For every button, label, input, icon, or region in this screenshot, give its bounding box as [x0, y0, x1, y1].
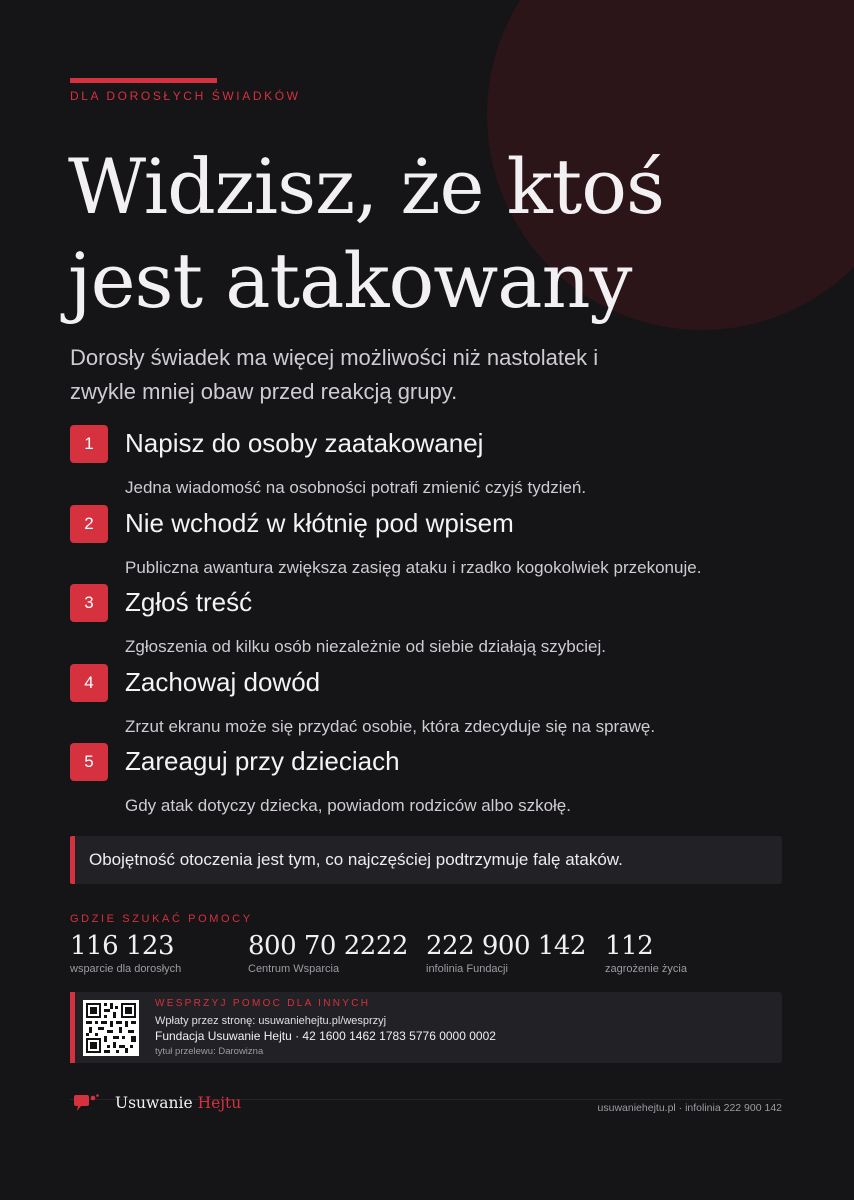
callout-accent-bar — [70, 836, 75, 884]
callout-text: Obojętność otoczenia jest tym, co najczęściej podtrzymuje falę ataków. — [89, 850, 623, 869]
step-title: Zareaguj przy dzieciach — [125, 746, 400, 776]
callout-quote — [70, 836, 782, 884]
contact-number: 800 70 2222 — [248, 931, 408, 961]
step-title: Napisz do osoby zaatakowanej — [125, 428, 484, 458]
intro-text — [70, 341, 710, 409]
brand-logo-text — [115, 1093, 241, 1113]
contact-label: zagrożenie życia — [605, 963, 687, 975]
donation-accent-bar — [70, 992, 75, 1063]
footer-contact[interactable]: usuwaniehejtu.pl · infolinia 222 900 142 — [597, 1102, 782, 1114]
page-title — [68, 140, 788, 328]
logo-word-accent: Hejtu — [197, 1094, 242, 1112]
contact-emergency[interactable] — [605, 930, 687, 976]
kicker-label: DLA DOROSŁYCH ŚWIADKÓW — [70, 89, 301, 103]
steps-list — [70, 424, 790, 822]
step-item-5 — [70, 742, 790, 822]
intro-line-1: Dorosły świadek ma więcej możliwości niż nastolatek i — [70, 345, 599, 370]
contact-label: infolinia Fundacji — [426, 963, 508, 975]
contact-number: 116 123 — [70, 931, 175, 961]
contact-label: Centrum Wsparcia — [248, 963, 340, 975]
contact-label: wsparcie dla dorosłych — [70, 963, 182, 975]
step-item-1 — [70, 424, 790, 504]
step-number-badge: 2 — [70, 505, 108, 543]
step-description: Zrzut ekranu może się przydać osobie, która zdecyduje się na sprawę. — [125, 716, 656, 736]
step-item-2 — [70, 504, 790, 584]
qr-code-icon[interactable] — [83, 1000, 139, 1056]
help-heading: GDZIE SZUKAĆ POMOCY — [70, 913, 253, 925]
step-number-badge: 4 — [70, 664, 108, 702]
title-line-2: jest atakowany — [68, 236, 632, 325]
contact-support-center[interactable] — [248, 930, 408, 976]
step-description: Jedna wiadomość na osobności potrafi zmienić czyjś tydzień. — [125, 478, 587, 497]
step-title: Zgłoś treść — [125, 587, 253, 617]
contact-foundation-hotline[interactable] — [426, 930, 586, 976]
donation-panel — [70, 992, 782, 1063]
step-number-badge: 5 — [70, 743, 108, 781]
step-number-badge: 3 — [70, 584, 108, 622]
speech-bubble-icon — [72, 1093, 100, 1117]
step-item-4 — [70, 663, 790, 743]
step-number-badge: 1 — [70, 425, 108, 463]
donation-heading: WESPRZYJ POMOC DLA INNYCH — [155, 998, 371, 1009]
contact-number: 112 — [605, 931, 654, 961]
logo-word-primary: Usuwanie — [115, 1094, 193, 1112]
donation-website[interactable]: Wpłaty przez stronę: usuwaniehejtu.pl/wesprzyj — [155, 1015, 387, 1027]
step-title: Nie wchodź w kłótnię pod wpisem — [125, 507, 514, 538]
contact-adult-support[interactable] — [70, 930, 181, 976]
step-description: Gdy atak dotyczy dziecka, powiadom rodziców albo szkołę. — [125, 796, 571, 815]
contact-number: 222 900 142 — [426, 931, 586, 961]
kicker-accent-bar — [70, 78, 217, 83]
step-description: Publiczna awantura zwiększa zasięg ataku i rzadko kogokolwiek przekonuje. — [125, 557, 702, 577]
step-title: Zachowaj dowód — [125, 666, 321, 697]
title-line-1: Widzisz, że ktoś — [68, 142, 664, 231]
intro-line-2: zwykle mniej obaw przed reakcją grupy. — [70, 379, 458, 404]
donation-transfer-title: tytuł przelewu: Darowizna — [155, 1046, 264, 1057]
step-item-3 — [70, 583, 790, 663]
donation-account: Fundacja Usuwanie Hejtu · 42 1600 1462 1783 5776 0000 0002 — [155, 1029, 496, 1043]
step-description: Zgłoszenia od kilku osób niezależnie od siebie działają szybciej. — [125, 637, 606, 656]
